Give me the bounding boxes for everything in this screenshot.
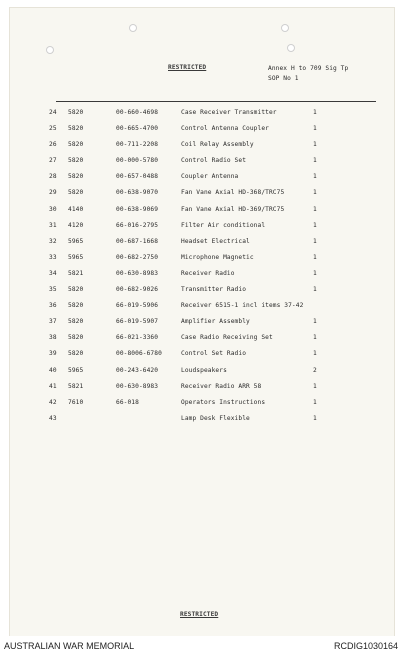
item-number: 32 xyxy=(49,237,57,245)
header-rule xyxy=(56,101,376,102)
annex-line-1: Annex H to 709 Sig Tp xyxy=(268,65,349,72)
part-number: 00-000-5780 xyxy=(116,157,159,165)
punch-hole-left xyxy=(46,46,54,54)
item-quantity: 1 xyxy=(313,350,317,358)
table-row xyxy=(10,270,394,286)
item-quantity: 1 xyxy=(313,253,317,261)
item-quantity: 1 xyxy=(313,141,317,149)
item-quantity: 1 xyxy=(313,334,317,342)
part-number: 00-657-0488 xyxy=(116,173,159,181)
item-number: 28 xyxy=(49,173,57,181)
table-row xyxy=(10,383,394,399)
archive-name: AUSTRALIAN WAR MEMORIAL xyxy=(4,641,135,651)
nsc-code: 5820 xyxy=(68,189,84,197)
item-number: 24 xyxy=(49,109,57,116)
item-quantity: 1 xyxy=(313,269,317,277)
part-number: 00-630-8983 xyxy=(116,382,159,390)
table-row xyxy=(10,302,394,318)
part-number: 00-682-2750 xyxy=(116,253,159,261)
item-number: 34 xyxy=(49,269,57,277)
item-number: 33 xyxy=(49,253,57,261)
table-row xyxy=(10,157,394,173)
table-row xyxy=(10,350,394,366)
nsc-code: 5820 xyxy=(68,334,84,342)
item-quantity: 1 xyxy=(313,286,317,294)
nsc-code: 7610 xyxy=(68,398,84,406)
item-description: Operators Instructions xyxy=(181,398,266,406)
archive-id: RCDIG1030164 xyxy=(333,641,398,651)
part-number: 66-021-3360 xyxy=(116,334,159,342)
item-number: 42 xyxy=(49,398,57,406)
nsc-code: 5965 xyxy=(68,366,84,374)
nsc-code: 5820 xyxy=(68,318,84,326)
nsc-code: 5820 xyxy=(68,109,84,116)
table-row xyxy=(10,206,394,222)
nsc-code: 5965 xyxy=(68,253,84,261)
classification-header: RESTRICTED xyxy=(168,64,207,71)
annex-line-2: SOP No 1 xyxy=(268,75,299,82)
table-row xyxy=(10,222,394,238)
item-quantity: 1 xyxy=(313,125,317,133)
table-row xyxy=(10,141,394,157)
item-quantity: 1 xyxy=(313,157,317,165)
table-row xyxy=(10,334,394,350)
item-description: Lamp Desk Flexible xyxy=(181,414,250,422)
item-description: Coil Relay Assembly xyxy=(181,141,254,149)
part-number: 66-016-2795 xyxy=(116,221,159,229)
item-number: 43 xyxy=(49,414,57,422)
table-row xyxy=(10,286,394,302)
item-number: 25 xyxy=(49,125,57,133)
item-number: 41 xyxy=(49,382,57,390)
part-number: 66-018 xyxy=(116,398,139,406)
part-number: 00-687-1668 xyxy=(116,237,159,245)
item-description: Microphone Magnetic xyxy=(181,253,254,261)
table-row xyxy=(10,367,394,383)
item-description: Loudspeakers xyxy=(181,366,227,374)
item-number: 27 xyxy=(49,157,57,165)
part-number: 00-630-8983 xyxy=(116,269,159,277)
item-description: Receiver Radio ARR 58 xyxy=(181,382,262,390)
table-row xyxy=(10,254,394,270)
part-number: 66-019-5907 xyxy=(116,318,159,326)
item-quantity: 1 xyxy=(313,109,317,116)
item-number: 37 xyxy=(49,318,57,326)
table-row xyxy=(10,173,394,189)
item-number: 39 xyxy=(49,350,57,358)
item-number: 38 xyxy=(49,334,57,342)
part-number: 00-660-4698 xyxy=(116,109,159,116)
nsc-code: 5820 xyxy=(68,173,84,181)
item-quantity: 1 xyxy=(313,173,317,181)
nsc-code: 5821 xyxy=(68,269,84,277)
item-description: Case Receiver Transmitter xyxy=(181,109,277,116)
item-quantity: 1 xyxy=(313,237,317,245)
nsc-code: 4140 xyxy=(68,205,84,213)
item-description: Case Radio Receiving Set xyxy=(181,334,273,342)
item-number: 26 xyxy=(49,141,57,149)
item-quantity: 1 xyxy=(313,205,317,213)
item-description: Control Radio Set xyxy=(181,157,247,165)
part-number: 00-243-6420 xyxy=(116,366,159,374)
punch-hole-top-left xyxy=(129,24,137,32)
item-quantity: 1 xyxy=(313,189,317,197)
item-number: 29 xyxy=(49,189,57,197)
table-row xyxy=(10,189,394,205)
part-number: 66-019-5906 xyxy=(116,302,159,310)
punch-hole-top-right xyxy=(281,24,289,32)
item-number: 31 xyxy=(49,221,57,229)
item-quantity: 1 xyxy=(313,221,317,229)
nsc-code: 5821 xyxy=(68,382,84,390)
item-description: Fan Vane Axial HD-369/TRC75 xyxy=(181,205,285,213)
item-quantity: 1 xyxy=(313,382,317,390)
item-number: 30 xyxy=(49,205,57,213)
nsc-code: 5820 xyxy=(68,302,84,310)
item-description: Transmitter Radio xyxy=(181,286,247,294)
item-quantity: 1 xyxy=(313,398,317,406)
item-description: Amplifier Assembly xyxy=(181,318,250,326)
part-number: 00-8006-6780 xyxy=(116,350,162,358)
punch-hole-right xyxy=(287,44,295,52)
archive-footer xyxy=(0,636,404,654)
item-description: Control Antenna Coupler xyxy=(181,125,269,133)
nsc-code: 5820 xyxy=(68,141,84,149)
item-description: Headset Electrical xyxy=(181,237,250,245)
table-row xyxy=(10,238,394,254)
table-row xyxy=(10,399,394,415)
part-number: 00-711-2208 xyxy=(116,141,159,149)
item-description: Coupler Antenna xyxy=(181,173,239,181)
item-description: Receiver 6515-1 incl items 37-42 xyxy=(181,302,304,310)
item-quantity: 1 xyxy=(313,414,317,422)
nsc-code: 4120 xyxy=(68,221,84,229)
nsc-code: 5820 xyxy=(68,350,84,358)
nsc-code: 5820 xyxy=(68,125,84,133)
nsc-code: 5965 xyxy=(68,237,84,245)
annex-reference xyxy=(268,64,348,84)
table-row xyxy=(10,318,394,334)
item-quantity: 2 xyxy=(313,366,317,374)
part-number: 00-665-4700 xyxy=(116,125,159,133)
equipment-list xyxy=(10,109,394,431)
item-description: Filter Air conditional xyxy=(181,221,266,229)
part-number: 00-638-9069 xyxy=(116,205,159,213)
table-row xyxy=(10,125,394,141)
part-number: 00-638-9070 xyxy=(116,189,159,197)
item-number: 40 xyxy=(49,366,57,374)
nsc-code: 5820 xyxy=(68,286,84,294)
item-description: Receiver Radio xyxy=(181,269,235,277)
table-row xyxy=(10,109,394,125)
classification-footer: RESTRICTED xyxy=(180,611,219,618)
item-number: 35 xyxy=(49,286,57,294)
item-description: Fan Vane Axial HD-368/TRC75 xyxy=(181,189,285,197)
part-number: 00-682-9026 xyxy=(116,286,159,294)
item-quantity: 1 xyxy=(313,318,317,326)
paper-sheet xyxy=(10,8,394,636)
nsc-code: 5820 xyxy=(68,157,84,165)
item-description: Control Set Radio xyxy=(181,350,247,358)
table-row xyxy=(10,415,394,431)
item-number: 36 xyxy=(49,302,57,310)
